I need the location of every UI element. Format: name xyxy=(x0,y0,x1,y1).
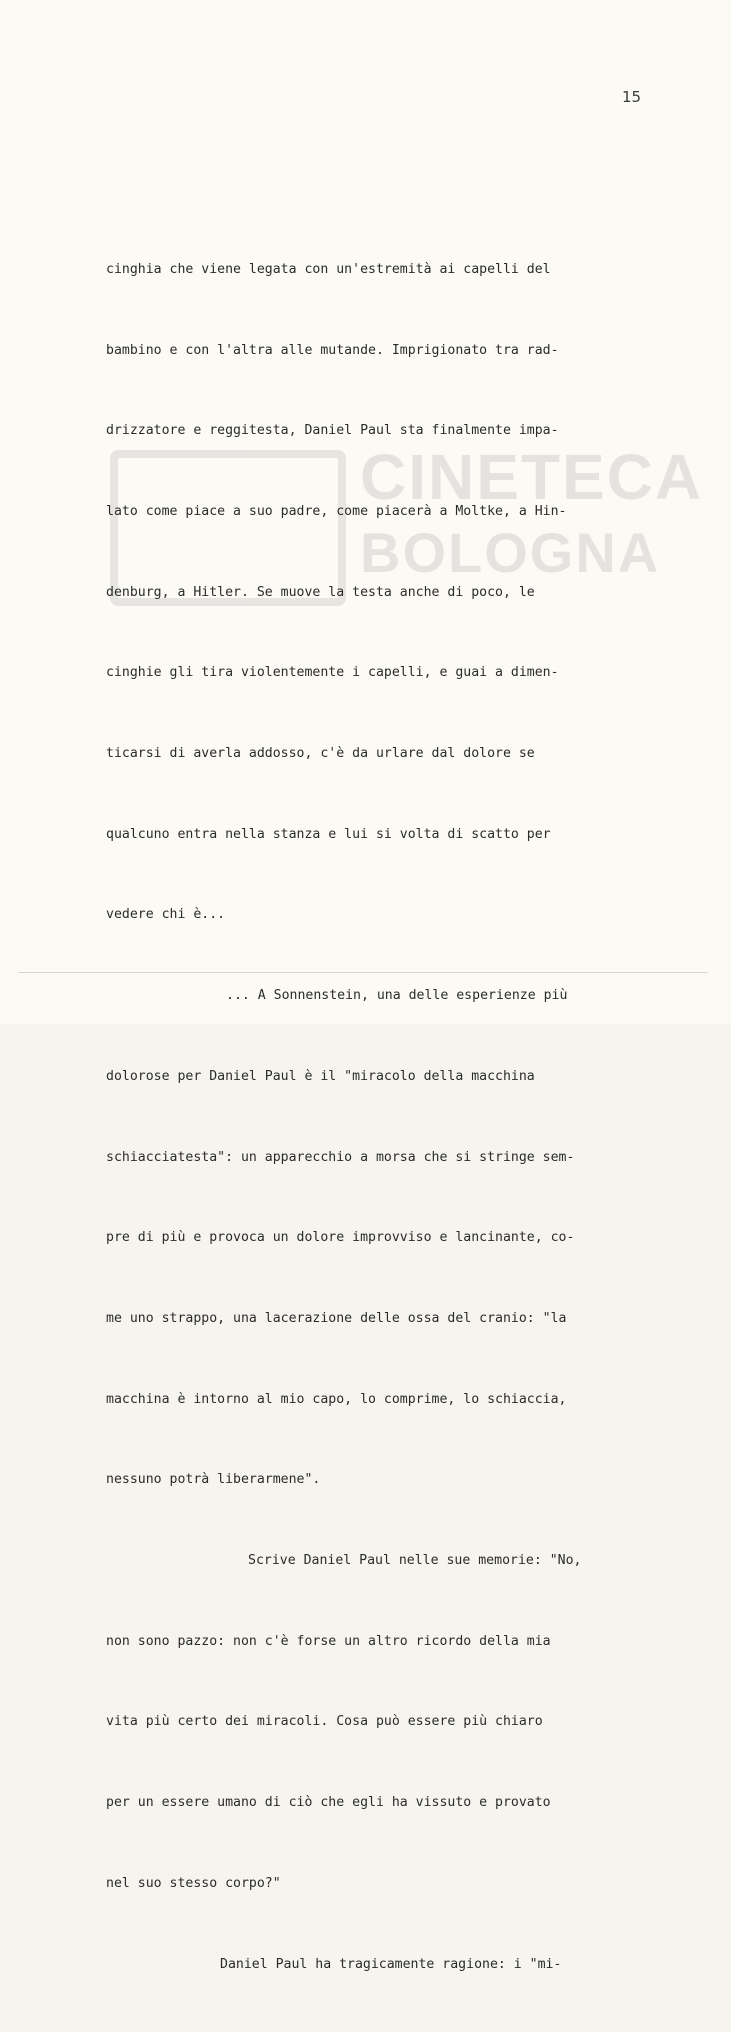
text-line: non sono pazzo: non c'è forse un altro ricordo della mia xyxy=(106,1633,551,1649)
text-line: Daniel Paul ha tragicamente ragione: i "mi- xyxy=(220,1956,562,1972)
text-line: bambino e con l'altra alle mutande. Imprigionato tra rad- xyxy=(106,342,559,358)
text-line: ticarsi di averla addosso, c'è da urlare dal dolore se xyxy=(106,746,535,762)
text-line: qualcuno entra nella stanza e lui si volta di scatto per xyxy=(106,826,551,842)
text-line: nel suo stesso corpo?" xyxy=(106,1875,281,1891)
text-line: pre di più e provoca un dolore improvviso e lancinante, co- xyxy=(106,1230,575,1246)
watermark-text-line1: CINETECA xyxy=(360,441,704,513)
text-line: macchina è intorno al mio capo, lo comprime, lo schiaccia, xyxy=(106,1391,567,1407)
text-line: me uno strappo, una lacerazione delle ossa del cranio: "la xyxy=(106,1310,567,1326)
text-line: dolorose per Daniel Paul è il "miracolo della macchina xyxy=(106,1068,535,1084)
text-line: schiacciatesta": un apparecchio a morsa che si stringe sem- xyxy=(106,1149,575,1165)
text-line: nessuno potrà liberarmene". xyxy=(106,1472,321,1488)
text-line: drizzatore e reggitesta, Daniel Paul sta finalmente impa- xyxy=(106,423,559,439)
page-edge-line xyxy=(18,972,708,973)
text-line: cinghia che viene legata con un'estremità ai capelli del xyxy=(106,261,551,277)
page-number: 15 xyxy=(622,88,642,106)
text-line: vita più certo dei miracoli. Cosa può essere più chiaro xyxy=(106,1714,543,1730)
text-line: cinghie gli tira violentemente i capelli, e guai a dimen- xyxy=(106,665,559,681)
text-line: ... A Sonnenstein, una delle esperienze più xyxy=(226,988,568,1004)
watermark-text-line2: BOLOGNA xyxy=(360,521,661,584)
text-line: denburg, a Hitler. Se muove la testa anche di poco, le xyxy=(106,584,535,600)
text-line: vedere chi è... xyxy=(106,907,226,923)
text-line: per un essere umano di ciò che egli ha vissuto e provato xyxy=(106,1795,551,1811)
body-text xyxy=(106,203,646,2032)
text-line: Scrive Daniel Paul nelle sue memorie: "No, xyxy=(248,1553,582,1569)
text-line: lato come piace a suo padre, come piacerà a Moltke, a Hin- xyxy=(106,503,567,519)
